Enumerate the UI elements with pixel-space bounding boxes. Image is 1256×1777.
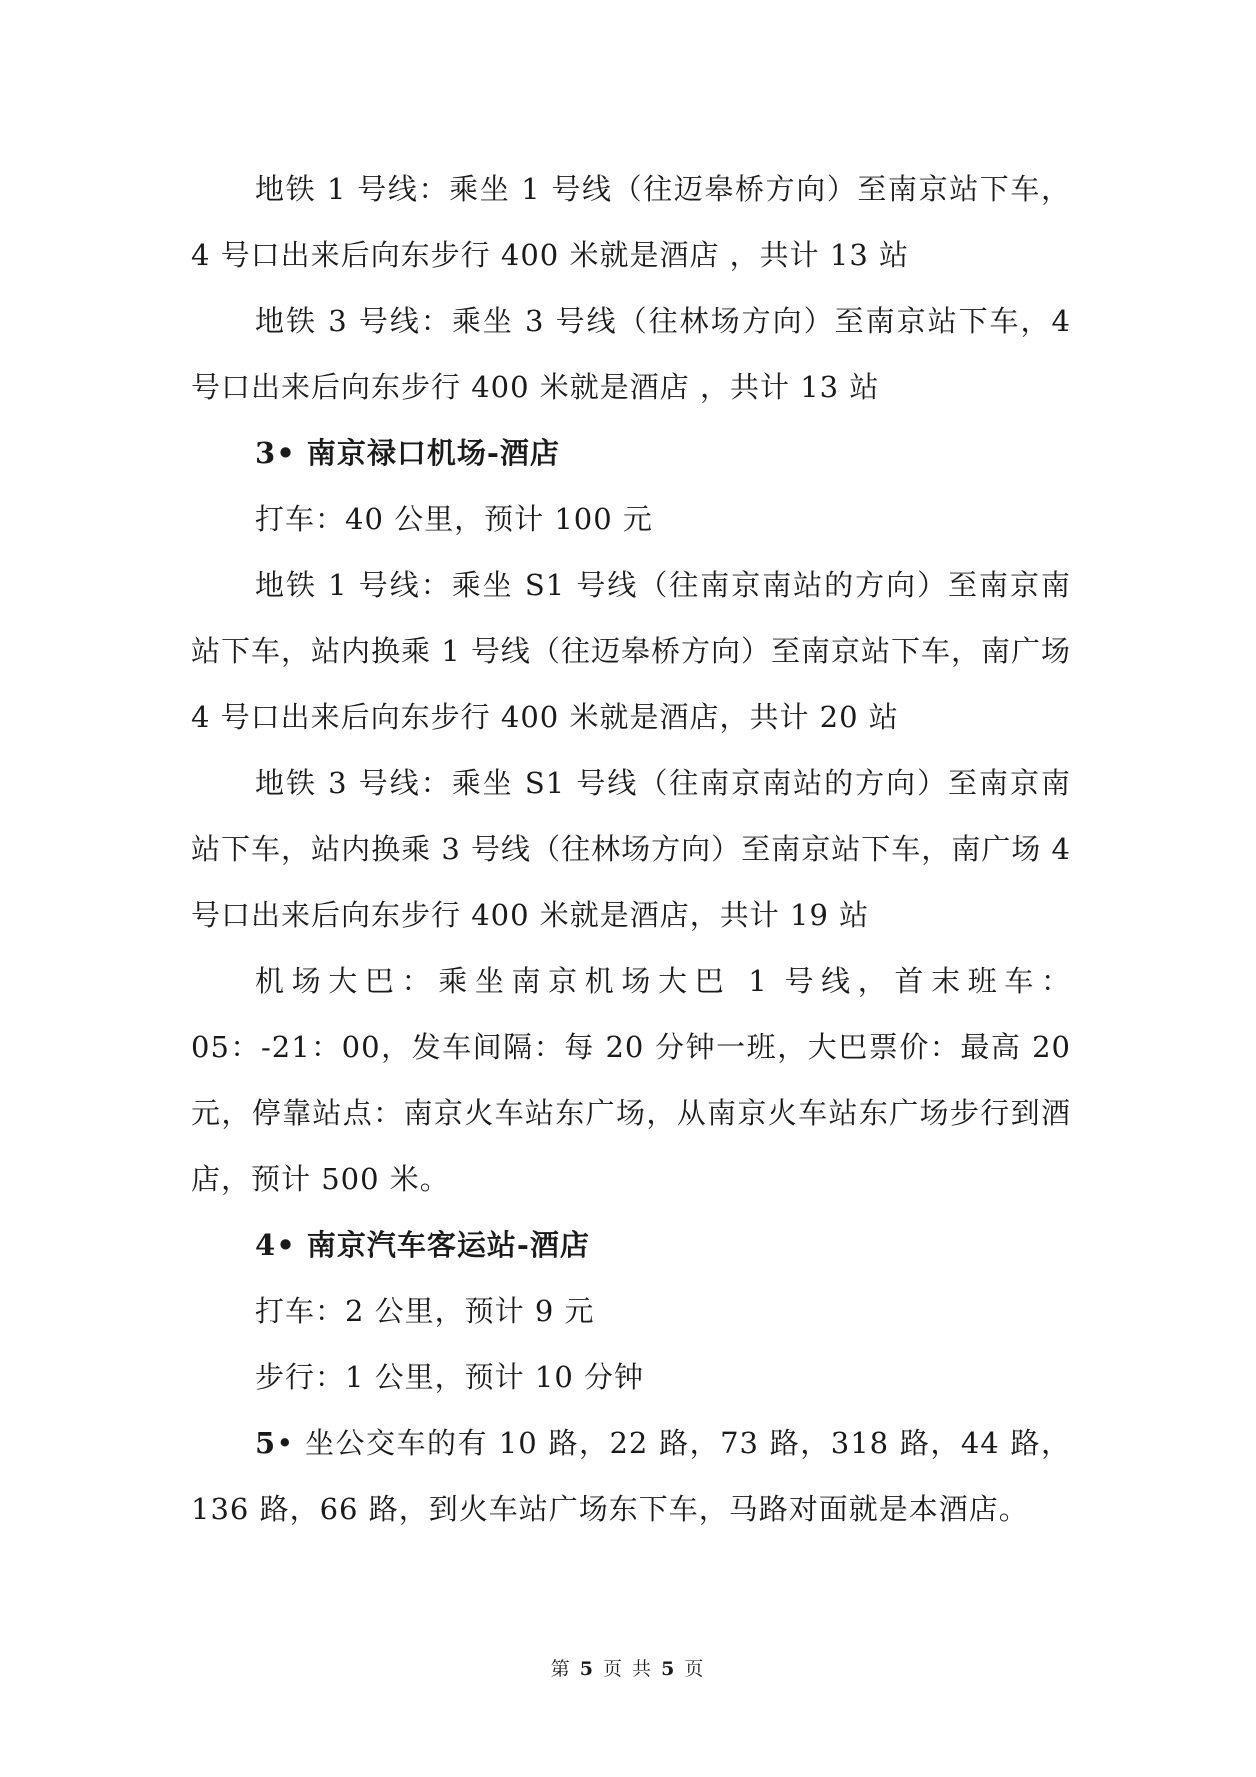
paragraph-city-bus: [191, 1410, 1071, 1542]
document-body: [191, 156, 1071, 1542]
paragraph-airport-metro-line-3: 地铁 3 号线：乘坐 S1 号线（往南京南站的方向）至南京南站下车，站内换乘 3 号线（往林场方向）至南京站下车，南广场 4 号口出来后向东步行 400 米就是酒店，共计 19 站: [191, 766, 1071, 932]
heading-airport-to-hotel: [191, 420, 1071, 486]
paragraph-metro-line-1: 地铁 1 号线：乘坐 1 号线（往迈皋桥方向）至南京站下车，4 号口出来后向东步行 400 米就是酒店 ，共计 13 站: [191, 172, 1071, 272]
heading-bus-station-to-hotel: [191, 1212, 1071, 1278]
item-text: • 坐公交车的有 10 路，22 路，73 路，318 路，44 路，136 路，66 路，到火车站广场东下车，马路对面就是本酒店。: [191, 1426, 1071, 1526]
heading-number: 4: [255, 1228, 277, 1262]
paragraph-airport-bus: 机场大巴：乘坐南京机场大巴 1 号线，首末班车：05：-21：00，发车间隔：每 20 分钟一班，大巴票价：最高 20 元，停靠站点：南京火车站东广场，从南京火车站东广场步行到酒店，预计 500 米。: [191, 964, 1071, 1196]
heading-text: • 南京禄口机场-酒店: [276, 436, 560, 470]
page-footer: [0, 1654, 1256, 1681]
paragraph-airport-taxi: 打车：40 公里，预计 100 元: [255, 502, 653, 536]
footer-suffix: 页: [684, 1658, 706, 1680]
heading-text: • 南京汽车客运站-酒店: [276, 1228, 590, 1262]
footer-page-number: 5: [579, 1658, 595, 1680]
paragraph-bus-station-taxi: 打车：2 公里，预计 9 元: [255, 1294, 595, 1328]
item-number: 5: [255, 1426, 277, 1460]
footer-prefix: 第: [550, 1658, 572, 1680]
heading-number: 3: [255, 436, 277, 470]
footer-total-pages: 5: [661, 1658, 677, 1680]
paragraph-airport-metro-line-1: 地铁 1 号线：乘坐 S1 号线（往南京南站的方向）至南京南站下车，站内换乘 1 号线（往迈皋桥方向）至南京站下车，南广场 4 号口出来后向东步行 400 米就是酒店，共计 20 站: [191, 568, 1071, 734]
paragraph-bus-station-walk: 步行：1 公里，预计 10 分钟: [255, 1360, 645, 1394]
paragraph-metro-line-3: 地铁 3 号线：乘坐 3 号线（往林场方向）至南京站下车，4 号口出来后向东步行 400 米就是酒店 ，共计 13 站: [191, 304, 1071, 404]
footer-middle: 页 共: [602, 1658, 654, 1680]
